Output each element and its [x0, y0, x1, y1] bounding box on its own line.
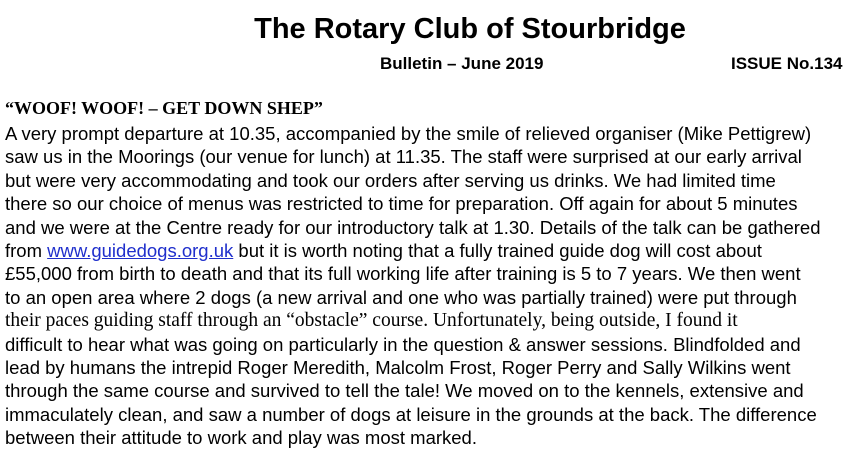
- body-line: to an open area where 2 dogs (a new arrival and one who was partially trained) were put through: [5, 286, 797, 308]
- article-body: [5, 122, 867, 449]
- body-line: A very prompt departure at 10.35, accompanied by the smile of relieved organiser (Mike Pettigrew): [5, 123, 812, 144]
- body-line: immaculately clean, and saw a number of dogs at leisure in the grounds at the back. The difference: [5, 403, 817, 425]
- guidedogs-link[interactable]: www.guidedogs.org.uk: [47, 239, 234, 261]
- body-line: through the same course and survived to tell the tale! We moved on to the kennels, extensive and: [5, 380, 804, 402]
- body-line: and we were at the Centre ready for our introductory talk at 1.30. Details of the talk can be gathered: [5, 216, 821, 238]
- body-text-fragment: but it is worth noting that a fully trained guide dog will cost about: [233, 239, 762, 261]
- issue-number: ISSUE No.134: [731, 54, 843, 73]
- body-line-with-link: [5, 239, 867, 262]
- body-line: saw us in the Moorings (our venue for lunch) at 11.35. The staff were surprised at our early arrival: [5, 146, 802, 168]
- body-line: difficult to hear what was going on particularly in the question & answer sessions. Blindfolded and: [5, 333, 801, 355]
- body-line: there so our choice of menus was restricted to time for preparation. Off again for about 5 minutes: [5, 193, 798, 215]
- body-line: lead by humans the intrepid Roger Meredith, Malcolm Frost, Roger Perry and Sally Wilkins went: [5, 356, 791, 378]
- body-line: between their attitude to work and play was most marked.: [5, 427, 477, 449]
- club-title: The Rotary Club of Stourbridge: [254, 13, 686, 45]
- body-text-fragment: from: [5, 239, 48, 261]
- body-line: but were very accommodating and took our orders after serving us drinks. We had limited time: [5, 169, 776, 191]
- bulletin-date: Bulletin – June 2019: [380, 54, 544, 73]
- article-heading: “WOOF! WOOF! – GET DOWN SHEP”: [5, 98, 323, 118]
- body-line: their paces guiding staff through an “obstacle” course. Unfortunately, being outside, I found it: [5, 310, 738, 332]
- body-line: £55,000 from birth to death and that its full working life after training is 5 to 7 years. We then went: [5, 263, 801, 285]
